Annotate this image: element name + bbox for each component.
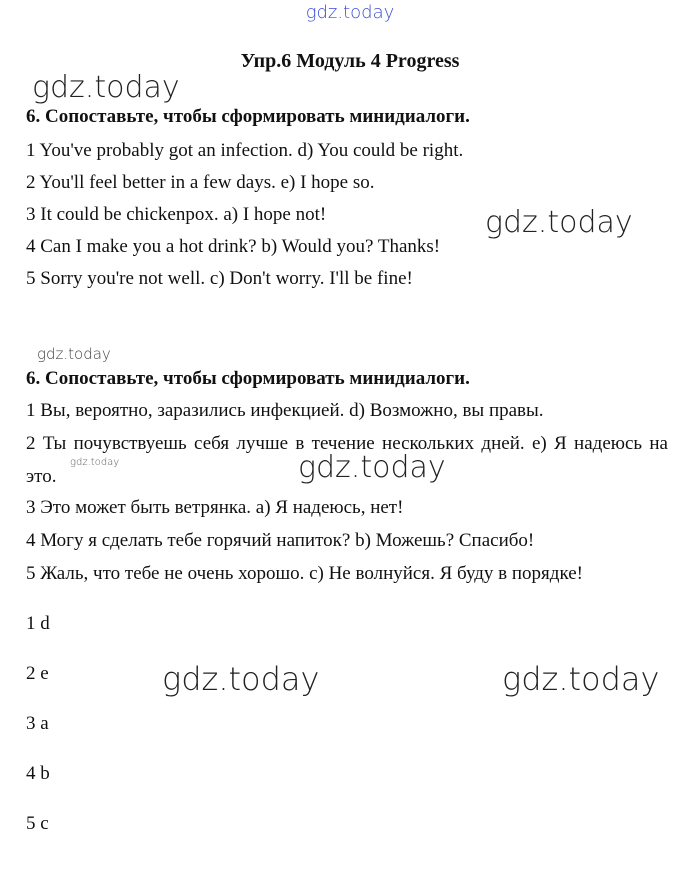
english-line-5: 5 Sorry you're not well. c) Don't worry. I'll be fine! [26,268,413,289]
answer-2: 2 e [26,663,49,684]
russian-line-4: 4 Могу я сделать тебе горячий напиток? b) Можешь? Спасибо! [26,530,535,551]
russian-line-2: 2 Ты почувствуешь себя лучше в течение нескольких дней. e) Я надеюсь на это. [26,433,668,487]
russian-line-5: 5 Жаль, что тебе не очень хорошо. c) Не волнуйся. Я буду в порядке! [26,563,583,584]
watermark-tiny: gdz.today [70,457,120,468]
page-title: Упр.6 Модуль 4 Progress [240,50,460,72]
english-line-3: 3 It could be chickenpox. a) I hope not! [26,204,327,225]
answer-1: 1 d [26,613,50,634]
watermark-top: gdz.today [305,2,395,23]
watermark-small: gdz.today [37,345,111,363]
english-heading: 6. Сопоставьте, чтобы сформировать минидиалоги. [26,106,470,127]
english-line-1: 1 You've probably got an infection. d) You could be right. [26,140,464,161]
watermark: gdz.today [32,70,180,105]
answer-4: 4 b [26,763,50,784]
russian-line-3: 3 Это может быть ветрянка. a) Я надеюсь, нет! [26,497,404,518]
watermark: gdz.today [298,450,446,485]
answer-5: 5 c [26,813,49,834]
watermark: gdz.today [502,660,660,698]
answer-3: 3 a [26,713,49,734]
english-line-2: 2 You'll feel better in a few days. e) I hope so. [26,172,375,193]
english-line-4: 4 Can I make you a hot drink? b) Would you? Thanks! [26,236,441,257]
russian-heading: 6. Сопоставьте, чтобы сформировать минидиалоги. [26,368,470,389]
russian-line-1: 1 Вы, вероятно, заразились инфекцией. d) Возможно, вы правы. [26,400,544,421]
watermark: gdz.today [162,660,320,698]
watermark: gdz.today [485,205,633,240]
